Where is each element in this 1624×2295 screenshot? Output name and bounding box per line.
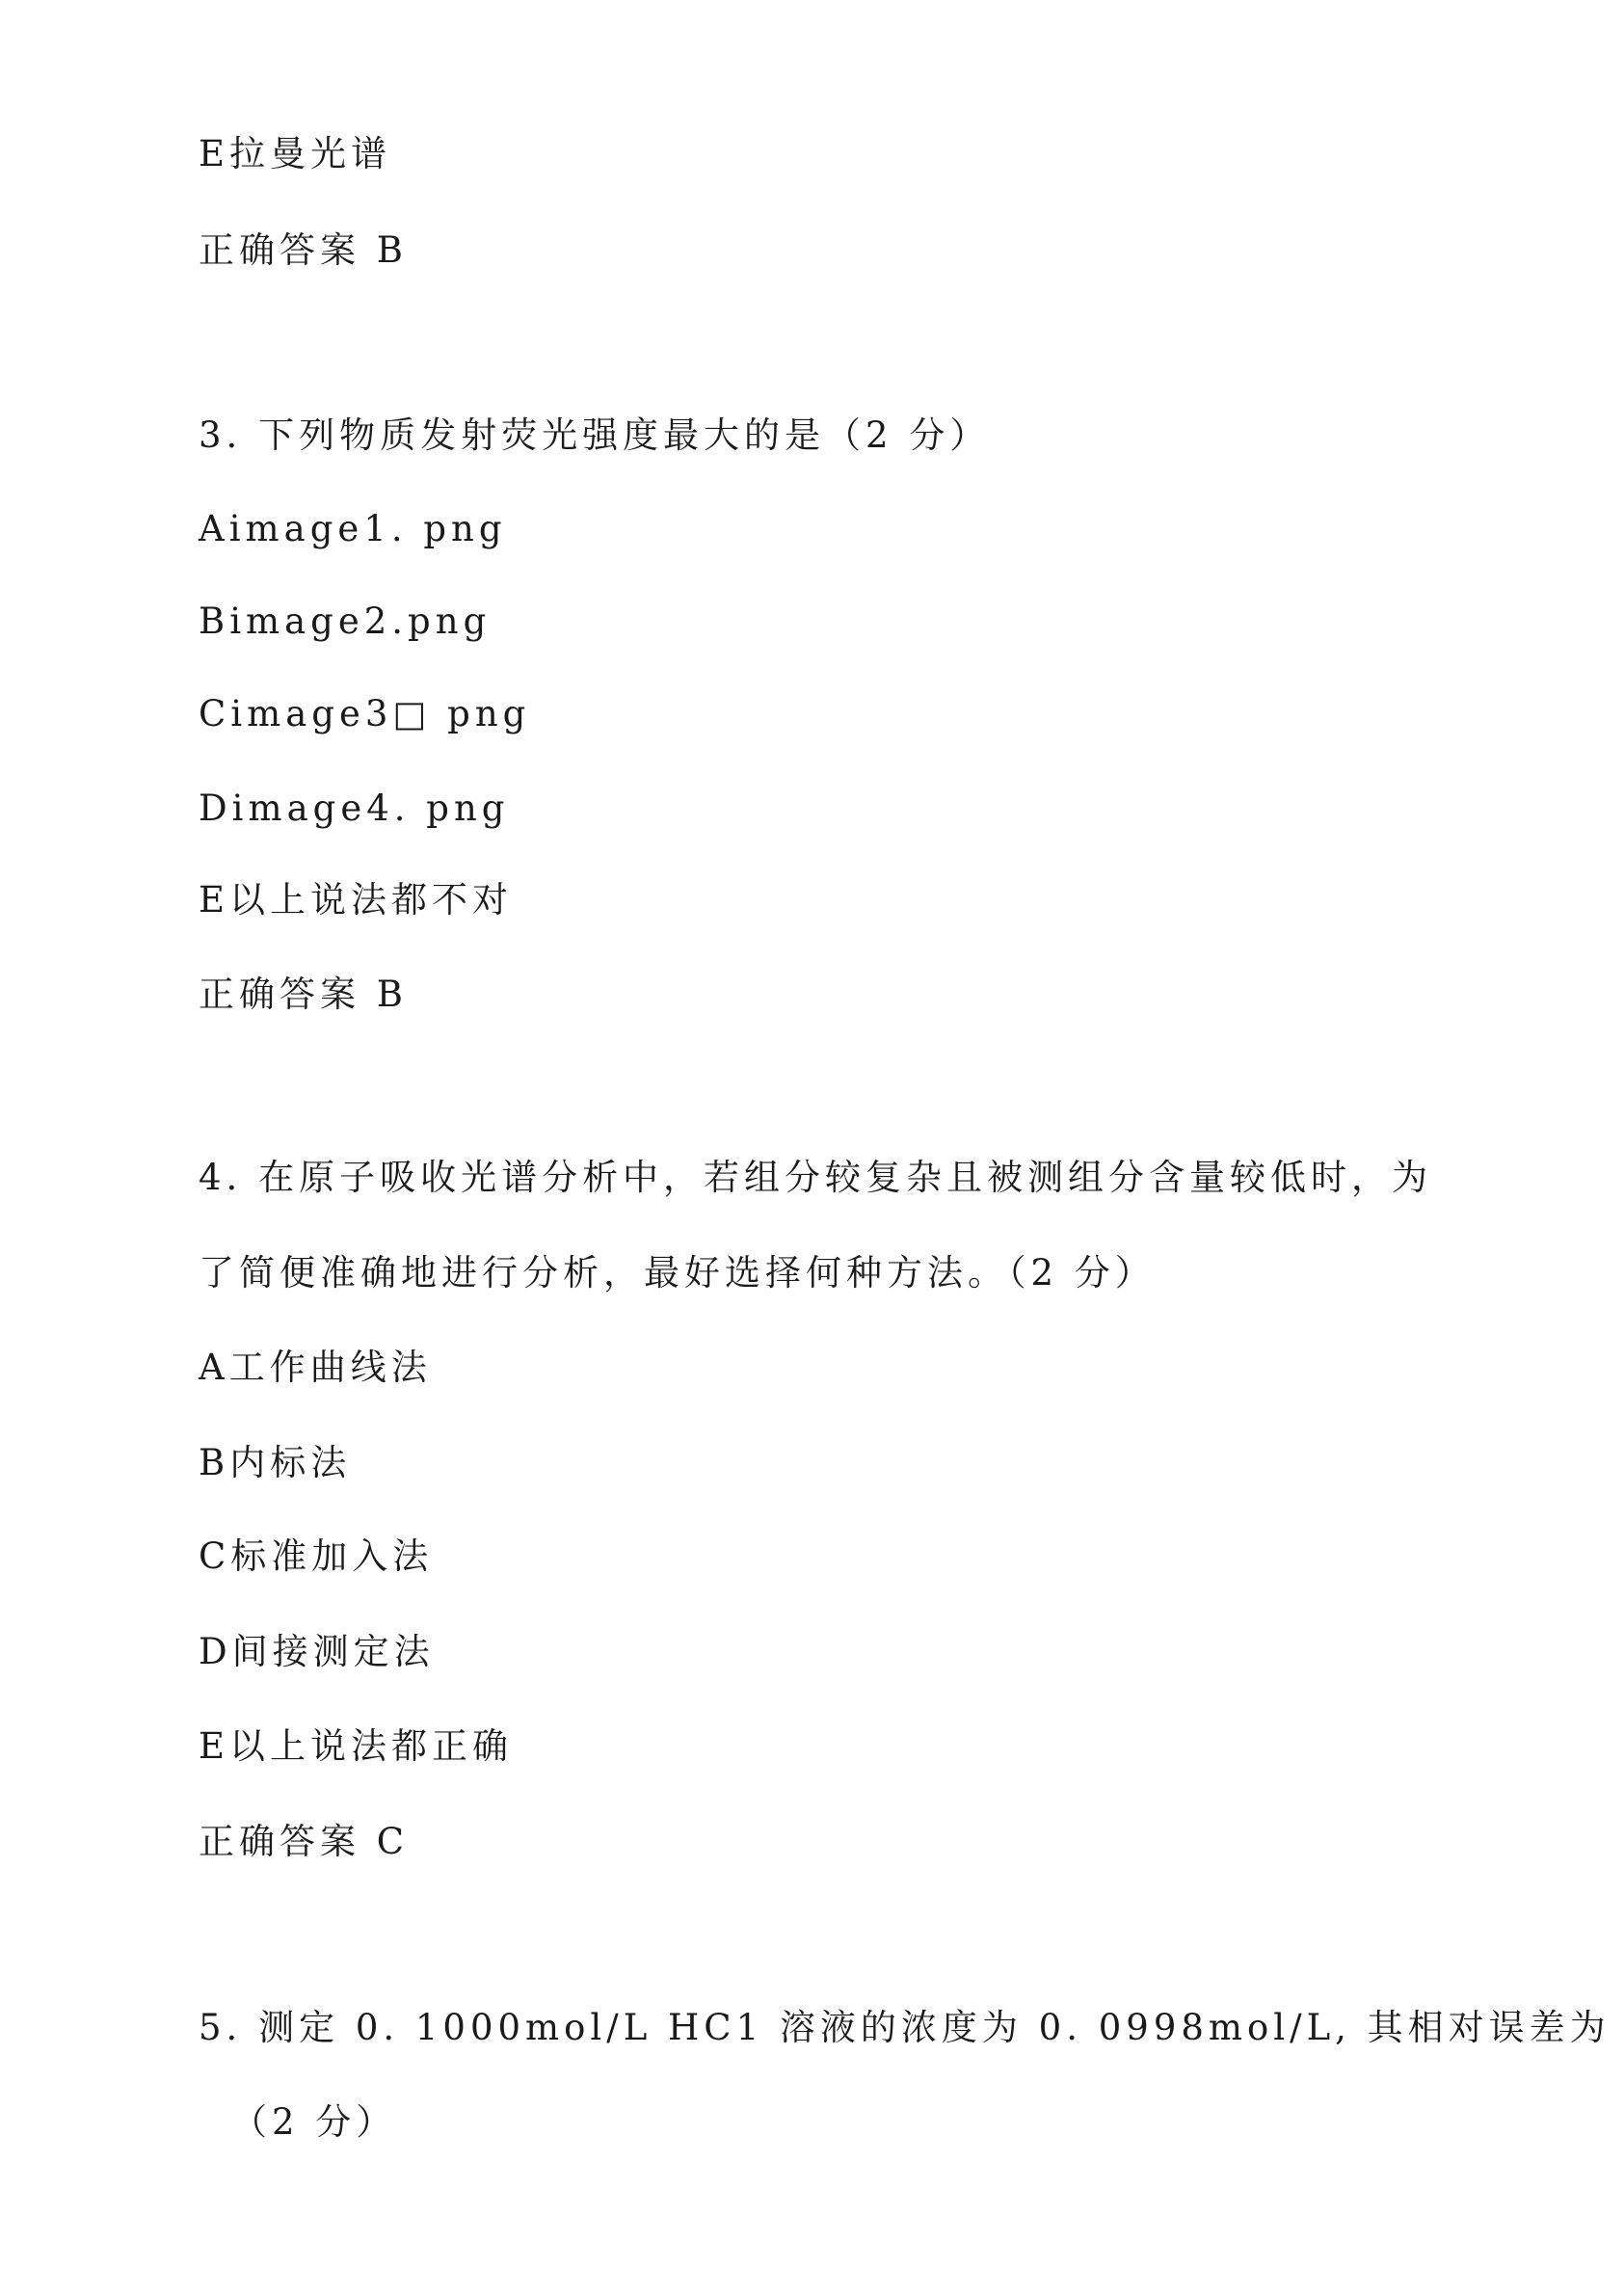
q3-option-a: Aimage1. png: [199, 508, 507, 549]
q4-option-a: A工作曲线法: [199, 1347, 432, 1388]
q4-option-c: C标准加入法: [199, 1535, 434, 1577]
q5-stem-line1: 5. 测定 0. 1000mol/L HC1 溶液的浓度为 0. 0998mol/L, 其相对误差为: [199, 2007, 1611, 2048]
q4-option-e: E以上说法都正确: [199, 1725, 514, 1767]
q4-stem-line2: 了简便准确地进行分析，最好选择何种方法。（2 分）: [199, 1252, 1156, 1294]
q2-option-e: E拉曼光谱: [199, 133, 392, 174]
q4-option-b: B内标法: [199, 1442, 352, 1483]
q3-stem: 3. 下列物质发射荧光强度最大的是（2 分）: [199, 414, 991, 456]
q3-option-c: Cimage3□ png: [199, 693, 531, 734]
q4-option-d: D间接测定法: [199, 1631, 435, 1672]
q2-answer: 正确答案 B: [199, 229, 408, 271]
q3-option-d: Dimage4. png: [199, 787, 510, 829]
q3-option-e: E以上说法都不对: [199, 879, 514, 921]
q4-stem-line1: 4. 在原子吸收光谱分析中，若组分较复杂且被测组分含量较低时，为: [199, 1157, 1433, 1198]
q4-answer: 正确答案 C: [199, 1821, 410, 1862]
q3-option-b: Bimage2.png: [199, 600, 492, 642]
q5-stem-line2: （2 分）: [231, 2101, 397, 2143]
q3-answer: 正确答案 B: [199, 974, 408, 1015]
